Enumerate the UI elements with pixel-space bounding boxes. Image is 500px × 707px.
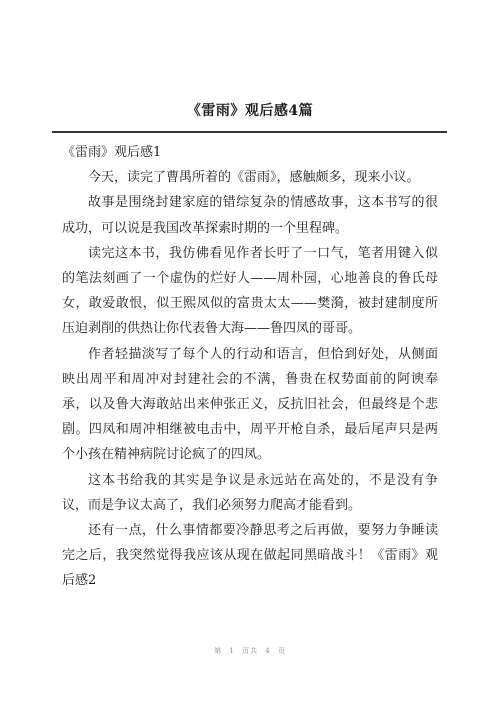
paragraph: 作者轻描淡写了每个人的行动和语言，但恰到好处，从侧面映出周平和周冲对封建社会的不满，鲁贵在权势面前的阿谀奉承，以及鲁大海敢站出来伸张正义，反抗旧社会，但最终是个悲剧。四凤和周冲相继被电击中，周平开枪自杀，最后尾声只是两个小孩在精神病院讨论疯了的四凤。 — [62, 346, 438, 463]
paragraph: 故事是围绕封建家庭的错综复杂的情感故事，这本书写的很成功，可以说是我国改革探索时期的一个里程碑。 — [62, 195, 438, 236]
paragraph: 这本书给我的其实是争议是永远站在高处的，不是没有争议，而是争议太高了，我们必须努力爬高才能看到。 — [62, 472, 438, 513]
title-divider — [52, 131, 447, 133]
section-heading: 《雷雨》观后感1 — [62, 145, 162, 160]
paragraph: 还有一点，什么事情都要冷静思考之后再做，要努力争睡读完之后，我突然觉得我应该从现在做起同黑暗战斗！《雷雨》观后感2 — [62, 523, 438, 589]
paragraph: 读完这本书，我仿佛看见作者长吁了一口气，笔者用键入似的笔法刻画了一个虚伪的烂好人——周朴园，心地善良的鲁氏母女，敢爱敢恨，似王熙凤似的富贵太太——樊漪，被封建制度所压迫剥削的供热让你代表鲁大海——鲁四凤的哥哥。 — [62, 245, 438, 337]
paragraph: 今天，读完了曹禺所着的《雷雨》，感触颇多，现来小议。 — [88, 170, 420, 186]
page-number-footer: 第 1 页共 4 页 — [214, 647, 286, 655]
document-body — [62, 140, 438, 594]
document-title: 《雷雨》观后感4篇 — [186, 103, 314, 119]
